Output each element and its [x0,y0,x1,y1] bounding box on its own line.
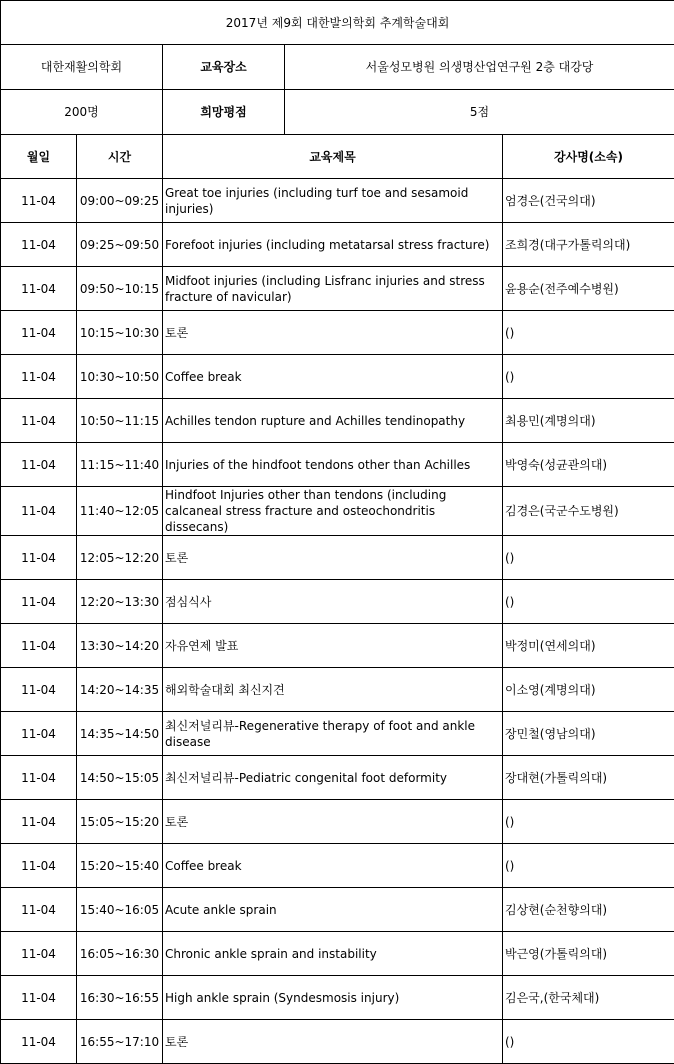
row-date: 11-04 [1,888,77,932]
row-lecturer: () [503,800,674,844]
table-row [1,355,674,399]
row-date: 11-04 [1,355,77,399]
capacity: 200명 [1,90,163,135]
row-time: 12:05~12:20 [77,536,163,580]
column-header-topic: 교육제목 [163,135,503,179]
table-row [1,311,674,355]
row-time: 13:30~14:20 [77,624,163,668]
row-topic: Achilles tendon rupture and Achilles tendinopathy [163,399,503,443]
row-time: 10:50~11:15 [77,399,163,443]
row-lecturer: () [503,311,674,355]
row-topic: 해외학술대회 최신지견 [163,668,503,712]
table-row [1,976,674,1020]
row-topic: 자유연제 발표 [163,624,503,668]
column-header-time: 시간 [77,135,163,179]
row-topic: Acute ankle sprain [163,888,503,932]
row-lecturer: 박영숙(성균관의대) [503,443,674,487]
score-label: 희망평점 [163,90,285,135]
table-row [1,800,674,844]
table-row [1,756,674,800]
score: 5점 [285,90,674,135]
row-lecturer: () [503,1020,674,1064]
venue-label: 교육장소 [163,45,285,90]
row-time: 14:35~14:50 [77,712,163,756]
row-topic: Chronic ankle sprain and instability [163,932,503,976]
row-topic: 최신저널리뷰-Regenerative therapy of foot and ankle disease [163,712,503,756]
row-lecturer: () [503,355,674,399]
table-row [1,932,674,976]
row-date: 11-04 [1,932,77,976]
row-topic: Coffee break [163,355,503,399]
row-lecturer: 박근영(가톨릭의대) [503,932,674,976]
organizer: 대한재활의학회 [1,45,163,90]
column-header-lecturer: 강사명(소속) [503,135,674,179]
row-lecturer: 최용민(계명의대) [503,399,674,443]
row-date: 11-04 [1,756,77,800]
row-topic: 토론 [163,1020,503,1064]
row-date: 11-04 [1,223,77,267]
row-date: 11-04 [1,443,77,487]
row-time: 16:55~17:10 [77,1020,163,1064]
info-row-score [1,90,674,135]
row-date: 11-04 [1,844,77,888]
venue: 서울성모병원 의생명산업연구원 2층 대강당 [285,45,674,90]
row-time: 09:00~09:25 [77,179,163,223]
session-table [0,134,674,1064]
row-lecturer: 윤용순(전주예수병원) [503,267,674,311]
info-row-venue [1,45,674,90]
row-time: 16:05~16:30 [77,932,163,976]
row-date: 11-04 [1,668,77,712]
row-lecturer: 장대현(가톨릭의대) [503,756,674,800]
row-topic: High ankle sprain (Syndesmosis injury) [163,976,503,1020]
row-date: 11-04 [1,399,77,443]
row-time: 12:20~13:30 [77,580,163,624]
table-row [1,399,674,443]
row-date: 11-04 [1,267,77,311]
row-topic: Injuries of the hindfoot tendons other than Achilles [163,443,503,487]
row-topic: Coffee break [163,844,503,888]
row-time: 15:05~15:20 [77,800,163,844]
row-topic: 토론 [163,311,503,355]
row-topic: 토론 [163,800,503,844]
row-date: 11-04 [1,536,77,580]
row-lecturer: 엄경은(건국의대) [503,179,674,223]
row-time: 15:20~15:40 [77,844,163,888]
row-lecturer: 장민철(영남의대) [503,712,674,756]
row-lecturer: 조희경(대구가톨릭의대) [503,223,674,267]
table-row [1,267,674,311]
row-time: 11:15~11:40 [77,443,163,487]
row-topic: Great toe injuries (including turf toe and sesamoid injuries) [163,179,503,223]
table-row [1,536,674,580]
row-topic: Forefoot injuries (including metatarsal stress fracture) [163,223,503,267]
column-header-row [1,135,674,179]
title-row [1,1,674,45]
table-row [1,179,674,223]
table-row [1,487,674,536]
table-row [1,624,674,668]
table-row [1,712,674,756]
row-date: 11-04 [1,800,77,844]
table-row [1,844,674,888]
row-lecturer: () [503,580,674,624]
row-date: 11-04 [1,712,77,756]
row-lecturer: 김상현(순천향의대) [503,888,674,932]
row-lecturer: 박정미(연세의대) [503,624,674,668]
table-row [1,580,674,624]
row-date: 11-04 [1,311,77,355]
row-lecturer: 김경은(국군수도병원) [503,487,674,536]
page-title: 2017년 제9회 대한발의학회 추계학술대회 [1,1,674,45]
row-time: 14:20~14:35 [77,668,163,712]
table-row [1,668,674,712]
row-date: 11-04 [1,179,77,223]
column-header-date: 월일 [1,135,77,179]
row-lecturer: () [503,536,674,580]
row-lecturer: 김은국,(한국체대) [503,976,674,1020]
row-time: 09:25~09:50 [77,223,163,267]
row-lecturer: () [503,844,674,888]
row-time: 10:15~10:30 [77,311,163,355]
row-date: 11-04 [1,487,77,536]
row-time: 15:40~16:05 [77,888,163,932]
row-topic: 점심식사 [163,580,503,624]
row-topic: Hindfoot Injuries other than tendons (including calcaneal stress fracture and osteochondritis dissecans) [163,487,503,536]
schedule-table [0,0,674,135]
row-topic: 토론 [163,536,503,580]
row-topic: 최신저널리뷰-Pediatric congenital foot deformity [163,756,503,800]
row-date: 11-04 [1,976,77,1020]
row-time: 09:50~10:15 [77,267,163,311]
row-time: 11:40~12:05 [77,487,163,536]
row-topic: Midfoot injuries (including Lisfranc injuries and stress fracture of navicular) [163,267,503,311]
row-time: 16:30~16:55 [77,976,163,1020]
table-row [1,888,674,932]
row-date: 11-04 [1,1020,77,1064]
row-date: 11-04 [1,580,77,624]
row-time: 10:30~10:50 [77,355,163,399]
row-lecturer: 이소영(계명의대) [503,668,674,712]
table-row [1,223,674,267]
table-row [1,443,674,487]
row-time: 14:50~15:05 [77,756,163,800]
row-date: 11-04 [1,624,77,668]
